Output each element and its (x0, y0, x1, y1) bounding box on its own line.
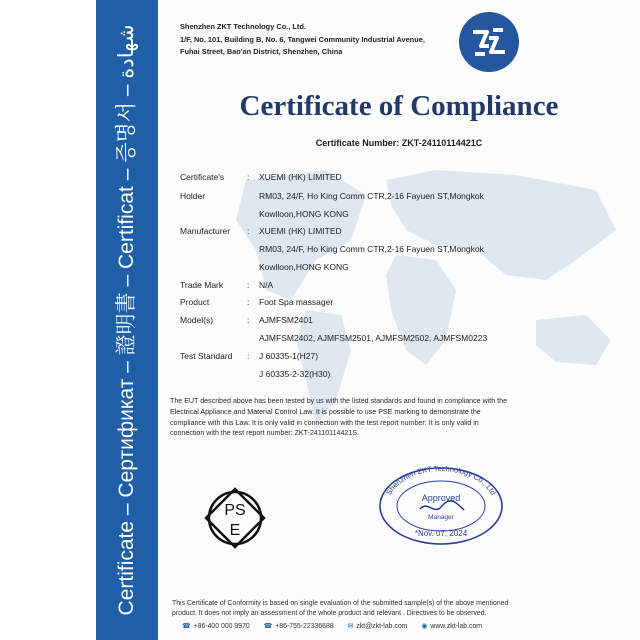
email-icon: ✉ (347, 623, 354, 630)
globe-icon: ◉ (421, 623, 428, 630)
standard-label: Test Standard (180, 351, 233, 361)
colon: : (247, 172, 250, 182)
website-text: www.zkt-lab.com (430, 623, 483, 630)
model-value-line1: AJMFSM2401 (259, 315, 313, 325)
company-address-line1: 1/F, No. 101, Building B, No. 6, Tangwei Community Industrial Avenue, (180, 34, 425, 44)
holder-address-line1: RM03, 24/F, Ho King Comm CTR,2-16 Fayuen ST,Mongkok (259, 191, 484, 201)
holder-label-line2: Holder (180, 191, 206, 201)
colon: : (247, 315, 250, 325)
phone1-text: +86-400 000 9970 (193, 623, 250, 630)
model-value-line2: AJMFSM2402, AJMFSM2501, AJMFSM2502, AJMFSM0223 (259, 333, 488, 343)
trademark-label: Trade Mark (180, 280, 224, 290)
stamp-date-text: *Nov. 07, 2024 (414, 529, 468, 538)
company-address-line2: Fuhai Street, Bao'an District, Shenzhen, China (180, 47, 343, 56)
pse-mark-bottom-text: E (229, 522, 241, 539)
page-title: Certificate of Compliance (239, 90, 559, 122)
colon: : (247, 351, 250, 361)
trademark-value: N/A (259, 280, 274, 290)
compliance-statement: The EUT described above has been tested by us with the listed standards and found in compliance with the Electrical Appliance and Material Control Law. It is possible to use PSE marking to demonstrate the compliance with this Law. It is only valid in connection with the test report number: It is only valid in connection with the test report number: ZKT-24110114421S. (170, 397, 508, 438)
phone-icon: ☎ (182, 623, 191, 630)
footer-phone2 (264, 623, 334, 630)
product-label: Product (180, 297, 210, 307)
stamp-approved-text: Approved (421, 493, 461, 503)
footer-website (421, 623, 482, 630)
stamp-manager-text: Manager (428, 514, 454, 521)
model-label: Model(s) (180, 315, 214, 325)
phone2-text: +86-755-22336688 (275, 623, 334, 630)
company-name: Shenzhen ZKT Technology Co., Ltd. (180, 22, 306, 31)
pse-mark-icon (203, 486, 267, 550)
approval-stamp (378, 466, 504, 546)
standard-value-line2: J 60335-2-32(H30) (259, 369, 331, 379)
manufacturer-address-line1: RM03, 24/F, Ho King Comm CTR,2-16 Fayuen ST,Mongkok (259, 244, 484, 254)
colon: : (247, 280, 250, 290)
sidebar-band (96, 0, 158, 640)
footer-email (348, 623, 408, 630)
phone-icon: ☎ (263, 623, 273, 630)
company-logo-icon (457, 10, 521, 74)
product-value: Foot Spa massager (259, 297, 334, 307)
footer-phone1 (182, 623, 250, 630)
certificate-number: Certificate Number: ZKT-24110114421C (315, 138, 483, 148)
sidebar-multilingual-text: Certificate – Сертификат – 證明書 – Certificat – 증명서 – شهادة (115, 24, 138, 616)
standard-value-line1: J 60335-1(H27) (259, 351, 319, 361)
email-text: zkt@zkt-lab.com (356, 623, 408, 630)
colon: : (247, 226, 250, 236)
manufacturer-address-line2: Kowlloon,HONG KONG (259, 262, 349, 272)
holder-label-line1: Certificate's (180, 172, 225, 182)
footer-disclaimer: This Certificate of Conformity is based on single evaluation of the submitted sample(s) of the above mentioned product. It does not imply an assessment of the whole product and relevant . Directives to be observed. (172, 600, 509, 617)
colon: : (247, 297, 250, 307)
pse-mark-top-text: PS (224, 502, 246, 519)
stamp-ring-text: Shenzhen ZKT Technology Co., Ltd (384, 466, 498, 497)
footer-contacts (182, 622, 494, 632)
holder-address-line2: Kowlloon,HONG KONG (259, 209, 349, 219)
manufacturer-name: XUEMI (HK) LIMITED (259, 226, 342, 236)
company-header (180, 21, 460, 59)
manufacturer-label: Manufacturer (180, 226, 231, 236)
holder-name: XUEMI (HK) LIMITED (259, 172, 342, 182)
